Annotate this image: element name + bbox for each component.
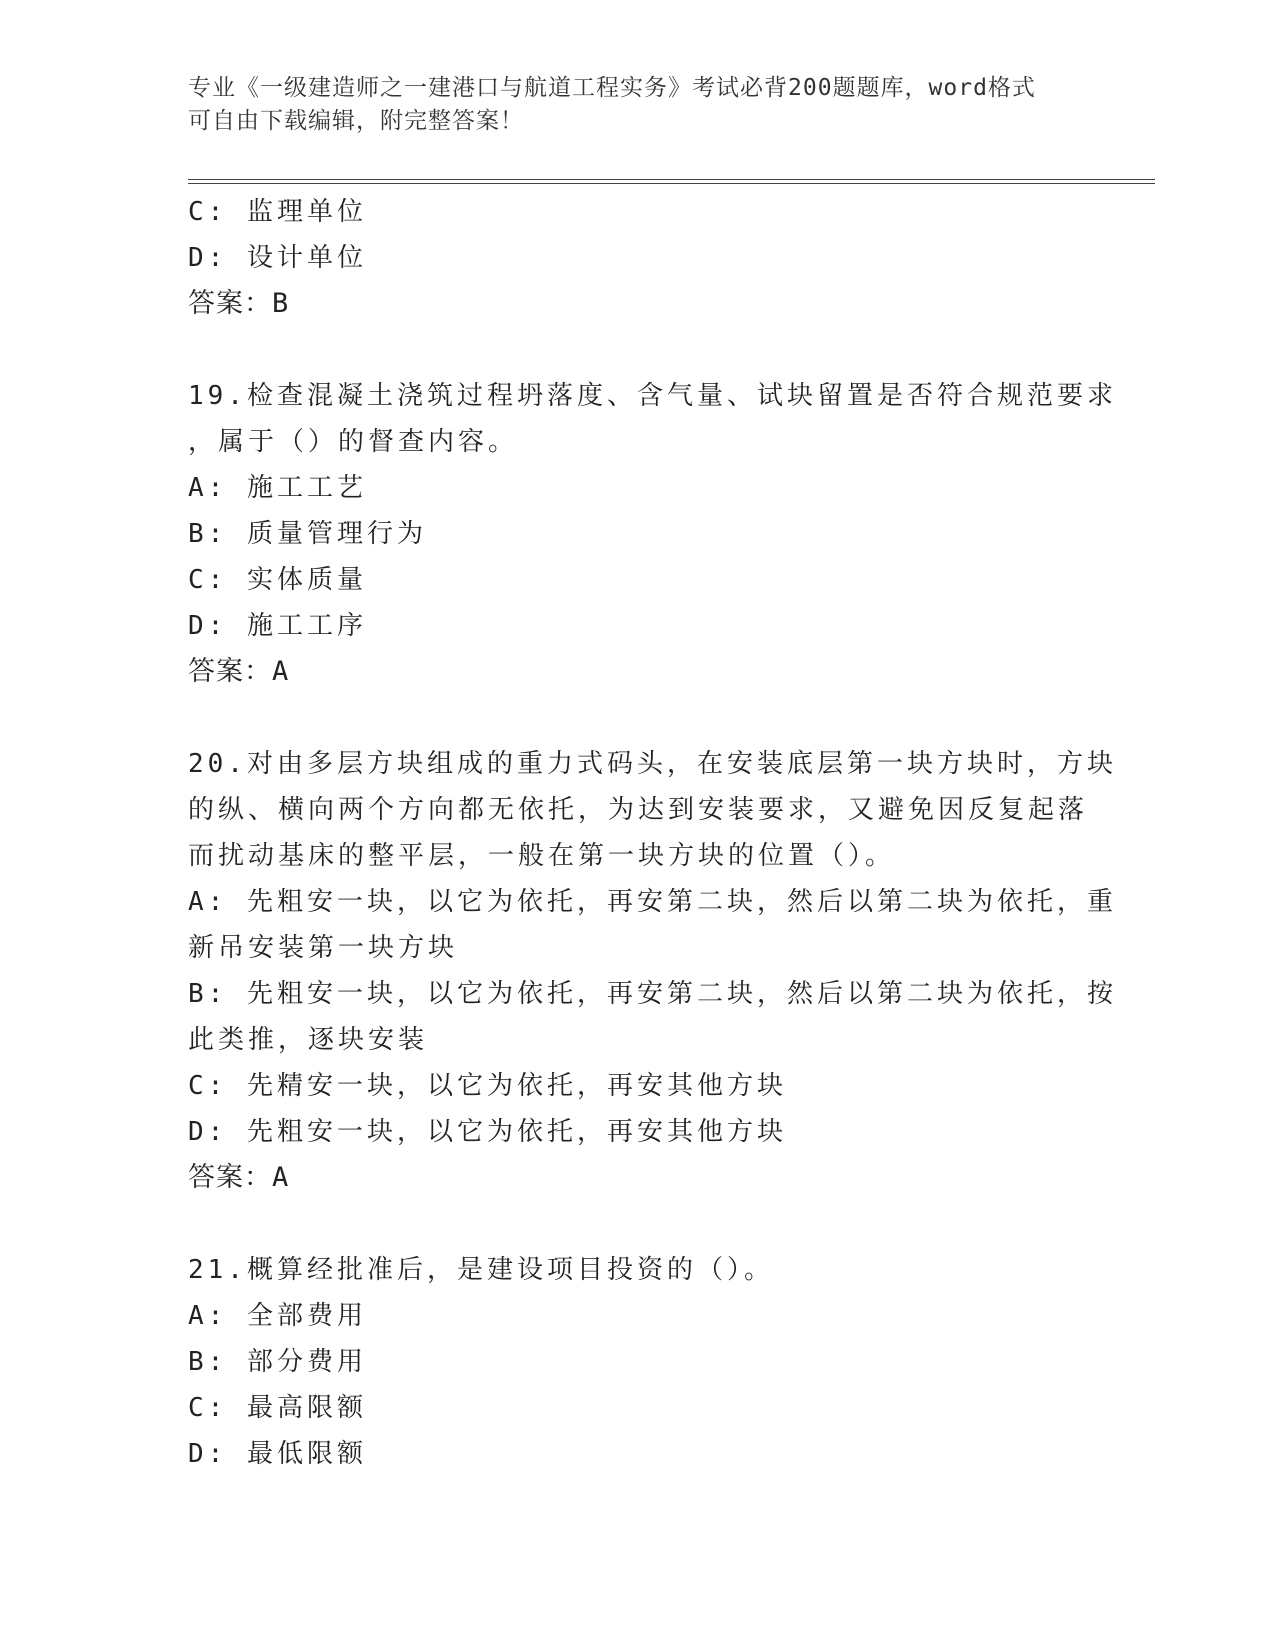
option-c: C: 实体质量 [188, 565, 367, 595]
spacer [188, 695, 1088, 741]
header-title-line-1: 专业《一级建造师之一建港口与航道工程实务》考试必背200题题库，word格式 [188, 75, 1036, 101]
option-c: C: 最高限额 [188, 1393, 367, 1423]
question-19 [188, 373, 1117, 695]
option-b: B: 质量管理行为 [188, 519, 427, 549]
question-stem: 20.对由多层方块组成的重力式码头，在安装底层第一块方块时，方块 [188, 749, 1117, 779]
question-list [188, 189, 1117, 1477]
option-a-continued: 新吊安装第一块方块 [188, 933, 459, 963]
option-b: B: 先粗安一块，以它为依托，再安第二块，然后以第二块为依托，按 [188, 979, 1117, 1009]
option-c: C: 监理单位 [188, 197, 367, 227]
header-divider-bottom [188, 183, 1155, 184]
question-stem: 而扰动基床的整平层，一般在第一块方块的位置（）。 [188, 841, 896, 871]
spacer [188, 1201, 1088, 1247]
option-b: B: 部分费用 [188, 1347, 367, 1377]
question-stem: 21.概算经批准后，是建设项目投资的（）。 [188, 1255, 774, 1285]
option-d: D: 施工工序 [188, 611, 367, 641]
header-title-line-2: 可自由下载编辑，附完整答案！ [188, 108, 524, 134]
page-header [188, 72, 1088, 138]
question-stem: 19.检查混凝土浇筑过程坍落度、含气量、试块留置是否符合规范要求 [188, 381, 1117, 411]
option-d: D: 最低限额 [188, 1439, 367, 1469]
option-b-continued: 此类推，逐块安装 [188, 1025, 429, 1055]
answer: 答案：A [188, 1162, 290, 1193]
question-21 [188, 1247, 1088, 1477]
option-a: A: 先粗安一块，以它为依托，再安第二块，然后以第二块为依托，重 [188, 887, 1117, 917]
answer: 答案：A [188, 656, 290, 687]
header-divider-top [188, 179, 1155, 180]
question-stem: 的纵、横向两个方向都无依托，为达到安装要求，又避免因反复起落 [188, 795, 1089, 825]
option-d: D: 先粗安一块，以它为依托，再安其他方块 [188, 1117, 787, 1147]
answer: 答案：B [188, 288, 290, 319]
option-a: A: 施工工艺 [188, 473, 367, 503]
option-c: C: 先精安一块，以它为依托，再安其他方块 [188, 1071, 787, 1101]
question-20 [188, 741, 1117, 1201]
option-d: D: 设计单位 [188, 243, 367, 273]
spacer [188, 327, 1088, 373]
option-a: A: 全部费用 [188, 1301, 367, 1331]
question-18-tail [188, 189, 1088, 327]
question-stem: ，属于（）的督查内容。 [188, 427, 519, 457]
